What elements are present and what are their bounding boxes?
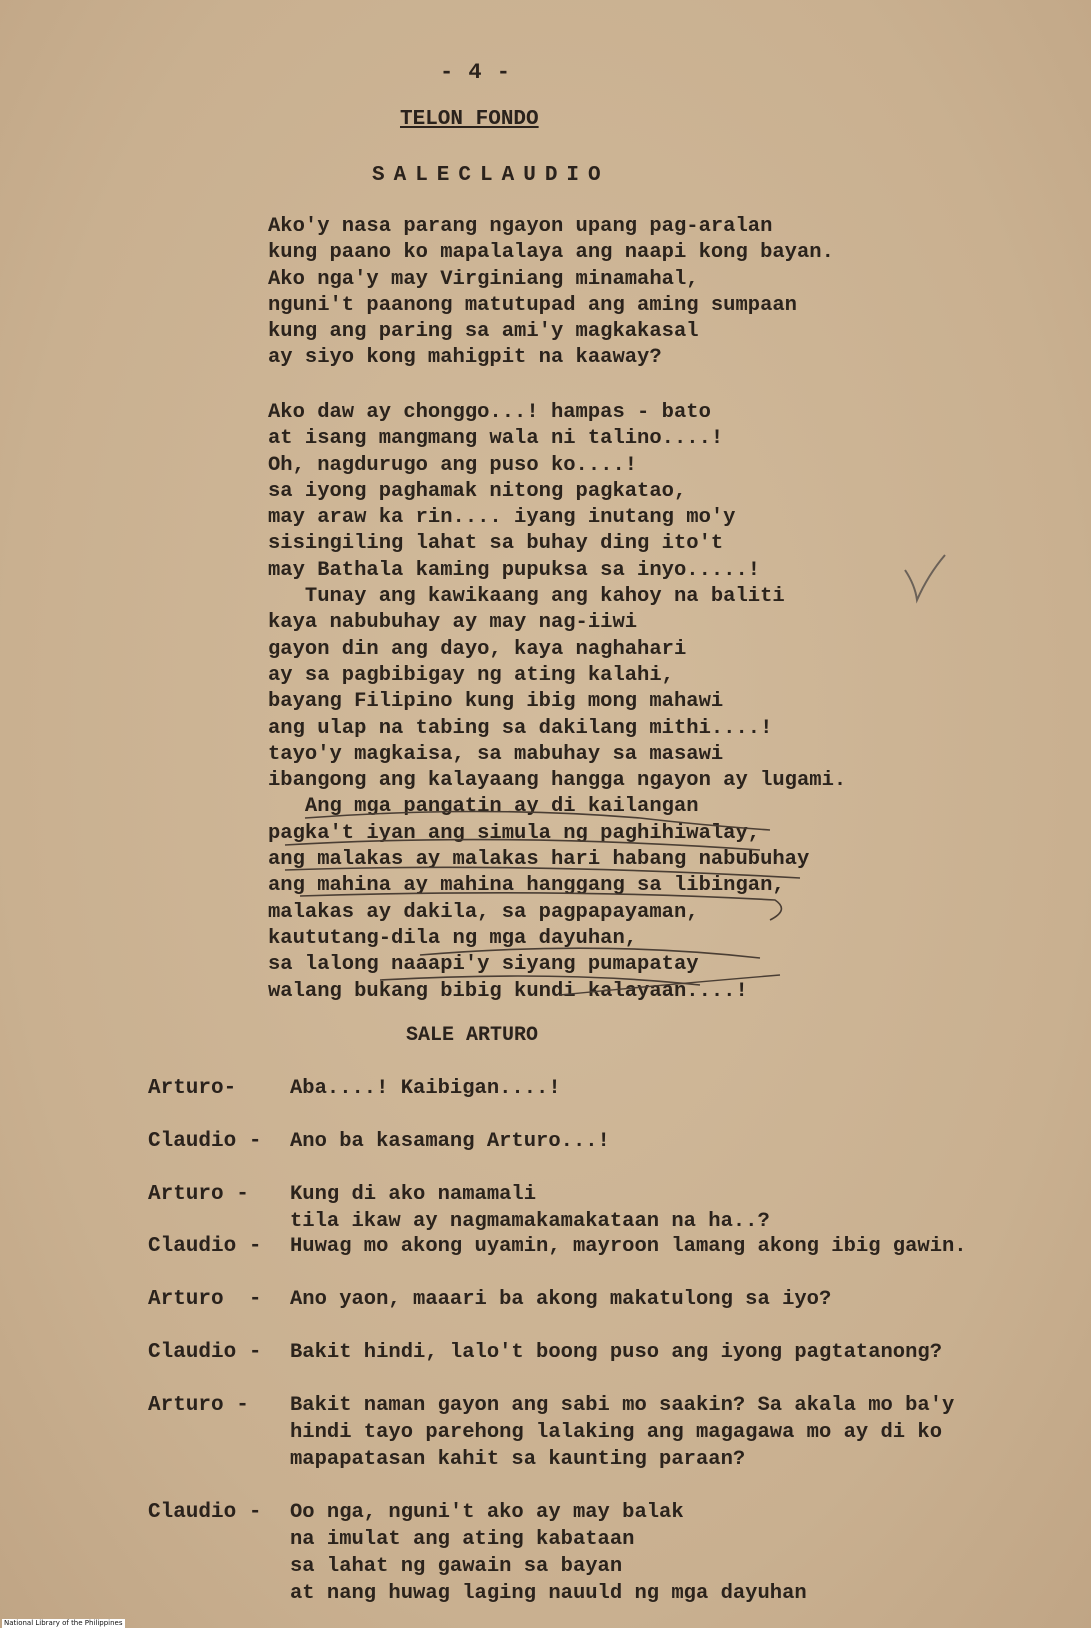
dialogue-line: Aba....! Kaibigan....! xyxy=(290,1077,561,1100)
verse-line: kaututang-dila ng mga dayuhan, xyxy=(268,926,638,950)
dialogue-text xyxy=(290,1499,807,1607)
speaker-name: Claudio - xyxy=(148,1341,262,1364)
verse-line: sisingiling lahat sa buhay ding ito't xyxy=(268,532,724,556)
speaker-name: Arturo- xyxy=(148,1077,237,1100)
speaker-name: Claudio - xyxy=(148,1130,262,1153)
dialogue-line: Bakit naman gayon ang sabi mo saakin? Sa akala mo ba'y xyxy=(290,1394,955,1417)
verse-line: Ako nga'y may Virginiang minamahal, xyxy=(268,267,699,291)
speaker-name: Arturo - xyxy=(148,1288,262,1311)
verse-line: kaya nabubuhay ay may nag-iiwi xyxy=(268,611,638,635)
speaker-name: Claudio - xyxy=(148,1235,262,1258)
monologue-stanza-2 xyxy=(268,400,846,1005)
dialogue-text xyxy=(290,1233,967,1260)
entry-arturo: SALE ARTURO xyxy=(406,1024,539,1047)
dialogue-line: mapapatasan kahit sa kaunting paraan? xyxy=(290,1448,746,1471)
dialogue-text xyxy=(290,1075,561,1102)
verse-line: walang bukang bibig kundi kalayaan....! xyxy=(268,979,748,1003)
dialogue-text xyxy=(290,1128,610,1155)
library-footer: National Library of the Philippines xyxy=(4,1619,123,1627)
scene-heading: TELON FONDO xyxy=(400,108,539,131)
dialogue-line: tila ikaw ay nagmamakamakataan na ha..? xyxy=(290,1210,770,1233)
dialogue-line: at nang huwag laging nauuld ng mga dayuhan xyxy=(290,1582,807,1605)
speaker-name: Arturo - xyxy=(148,1183,249,1206)
dialogue-line: Ano ba kasamang Arturo...! xyxy=(290,1130,610,1153)
dialogue-line: na imulat ang ating kabataan xyxy=(290,1528,635,1551)
verse-line: ang ulap na tabing sa dakilang mithi....! xyxy=(268,716,773,740)
dialogue-line: Oo nga, nguni't ako ay may balak xyxy=(290,1501,684,1524)
verse-line: pagka't iyan ang simula ng paghihiwalay, xyxy=(268,821,761,845)
verse-line: may Bathala kaming pupuksa sa inyo.....! xyxy=(268,558,761,582)
verse-line: at isang mangmang wala ni talino....! xyxy=(268,427,724,451)
verse-line: gayon din ang dayo, kaya naghahari xyxy=(268,637,687,661)
verse-line: Ako'y nasa parang ngayon upang pag-aralan xyxy=(268,215,773,238)
speaker-name: Arturo - xyxy=(148,1394,249,1417)
dialogue-text xyxy=(290,1286,831,1313)
verse-line: Oh, nagdurugo ang puso ko....! xyxy=(268,453,638,477)
dialogue-text xyxy=(290,1339,942,1366)
dialogue-line: Ano yaon, maaari ba akong makatulong sa iyo? xyxy=(290,1288,832,1311)
verse-line: Ang mga pangatin ay di kailangan xyxy=(268,795,699,819)
verse-line: ay siyo kong mahigpit na kaaway? xyxy=(268,346,662,370)
dialogue-line: Kung di ako namamali xyxy=(290,1183,537,1206)
monologue-stanza-1 xyxy=(268,214,834,372)
verse-line: sa iyong paghamak nitong pagkatao, xyxy=(268,479,687,503)
verse-line: nguni't paanong matutupad ang aming sumpaan xyxy=(268,293,797,317)
dialogue-text xyxy=(290,1181,770,1235)
verse-line: ang malakas ay malakas hari habang nabubuhay xyxy=(268,848,810,872)
entry-claudio: SALECLAUDIO xyxy=(372,164,610,187)
verse-line: ay sa pagbibigay ng ating kalahi, xyxy=(268,663,674,687)
page-number: - 4 - xyxy=(440,60,512,85)
dialogue-line: Huwag mo akong uyamin, mayroon lamang akong ibig gawin. xyxy=(290,1235,967,1258)
dialogue-line: sa lahat ng gawain sa bayan xyxy=(290,1555,623,1578)
dialogue-text xyxy=(290,1392,954,1473)
dialogue-line: Bakit hindi, lalo't boong puso ang iyong pagtatanong? xyxy=(290,1341,943,1364)
verse-line: ang mahina ay mahina hanggang sa libingan, xyxy=(268,874,785,898)
verse-line: bayang Filipino kung ibig mong mahawi xyxy=(268,690,724,714)
speaker-name: Claudio - xyxy=(148,1501,262,1524)
verse-line: kung paano ko mapalalaya ang naapi kong bayan. xyxy=(268,241,834,265)
verse-line: kung ang paring sa ami'y magkakasal xyxy=(268,320,699,344)
check-mark-annotation xyxy=(905,555,945,600)
verse-line: ibangong ang kalayaang hangga ngayon ay lugami. xyxy=(268,769,847,793)
verse-line: malakas ay dakila, sa pagpapayaman, xyxy=(268,900,699,924)
verse-line: may araw ka rin.... iyang inutang mo'y xyxy=(268,506,736,530)
verse-line: Tunay ang kawikaang ang kahoy na baliti xyxy=(268,585,785,609)
verse-line: tayo'y magkaisa, sa mabuhay sa masawi xyxy=(268,742,724,766)
verse-line: Ako daw ay chonggo...! hampas - bato xyxy=(268,401,711,424)
dialogue-line: hindi tayo parehong lalaking ang magagawa mo ay di ko xyxy=(290,1421,943,1444)
verse-line: sa lalong naaapi'y siyang pumapatay xyxy=(268,953,699,977)
